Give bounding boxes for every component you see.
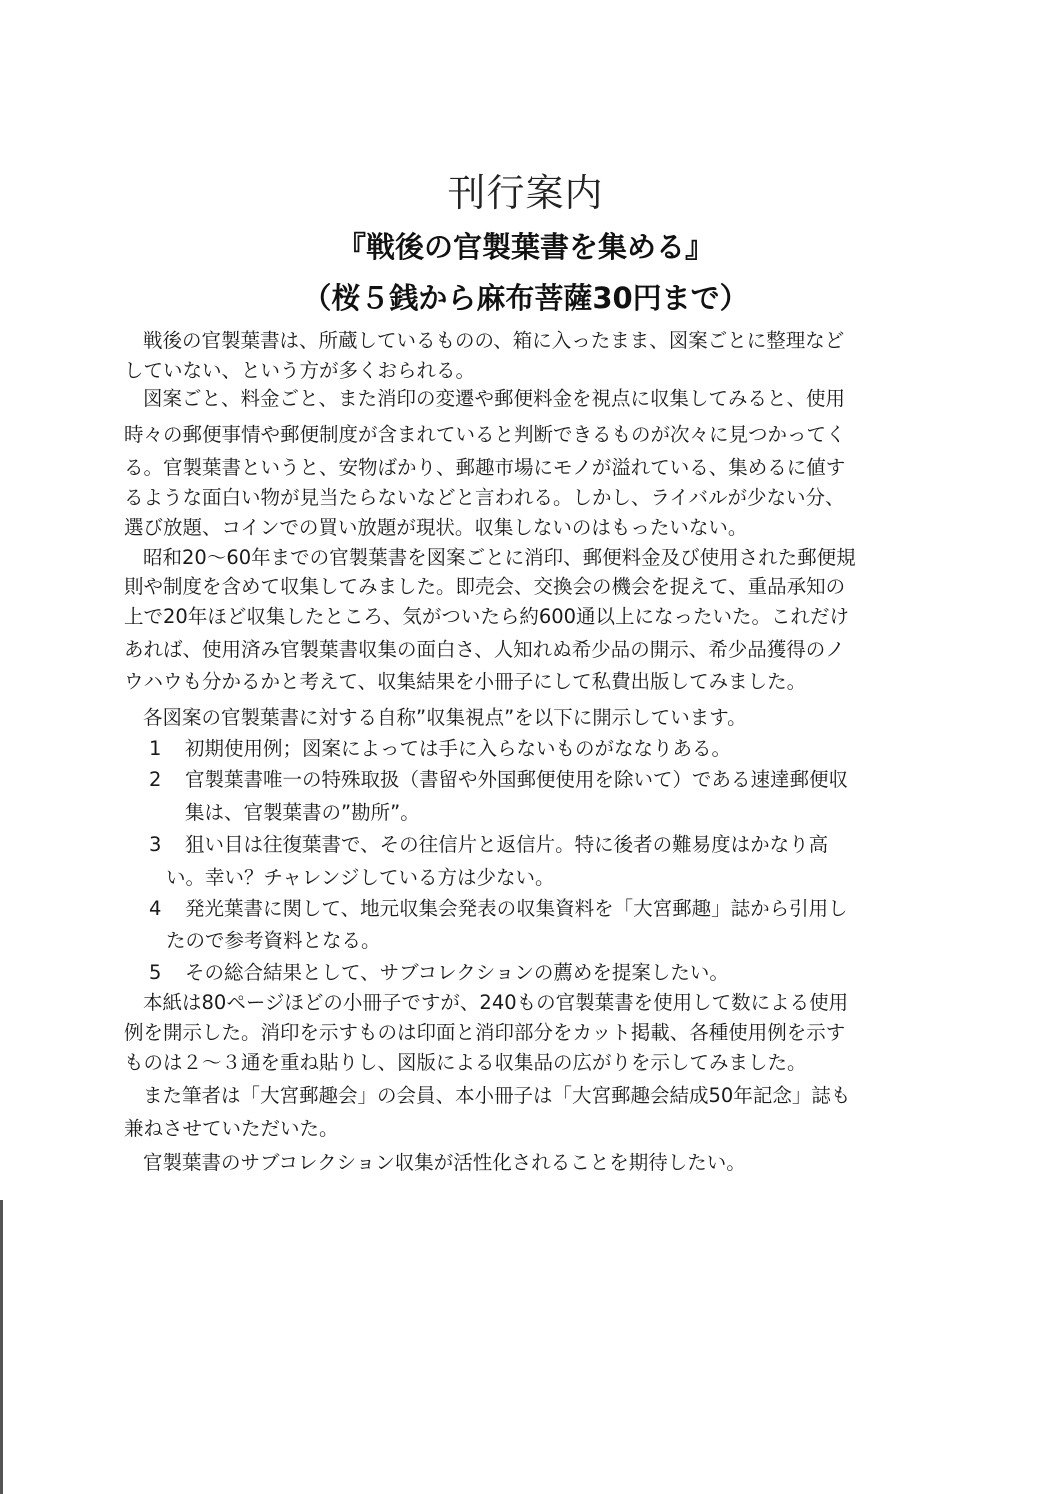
list-item-text: 発光葉書に関して、地元収集会発表の収集資料を「大宮郵趣」誌から引用し: [185, 897, 848, 920]
closing-line: 官製葉書のサブコレクション収集が活性化されることを期待したい。: [143, 1151, 746, 1174]
list-item-text: その総合結果として、サブコレクションの薦めを提案したい。: [185, 961, 729, 984]
body-line: 則や制度を含めて収集してみました。即売会、交換会の機会を捉えて、重品承知の: [124, 575, 846, 598]
list-item-continuation: 集は、官製葉書の”勘所”。: [185, 801, 420, 824]
body-line: 時々の郵便事情や郵便制度が含まれていると判断できるものが次々に見つかってく: [124, 423, 846, 446]
body-line: る。官製葉書というと、安物ばかり、郵趣市場にモノが溢れている、集めるに値す: [124, 456, 846, 479]
body-line: していない、という方が多くおられる。: [124, 359, 476, 382]
list-item-number: 1: [149, 737, 162, 760]
closing-line: 兼ねさせていただいた。: [124, 1117, 339, 1140]
book-subtitle: （桜５銭から麻布菩薩30円まで）: [302, 281, 749, 315]
list-item-text: 初期使用例；図案によっては手に入らないものがななりある。: [185, 737, 732, 760]
list-item-text: 狙い目は往復葉書で、その往信片と返信片。特に後者の難易度はかなり高: [185, 833, 829, 856]
list-item-continuation: たので参考資料となる。: [166, 929, 381, 952]
list-item-text: 官製葉書唯一の特殊取扱（書留や外国郵便使用を除いて）である速達郵便収: [185, 768, 849, 791]
closing-line: ものは２～３通を重ね貼りし、図版による収集品の広がりを示してみました。: [124, 1051, 807, 1074]
body-line: あれば、使用済み官製葉書収集の面白さ、人知れぬ希少品の開示、希少品獲得のノ: [124, 638, 845, 661]
list-item: [149, 768, 848, 792]
closing-line: 本紙は80ページほどの小冊子ですが、240もの官製葉書を使用して数による使用: [143, 991, 849, 1014]
list-item-number: 2: [149, 768, 162, 791]
list-item: [149, 737, 731, 761]
list-item-number: 5: [149, 961, 162, 984]
list-item: [149, 897, 848, 921]
list-item-number: 4: [149, 897, 162, 920]
body-line: 各図案の官製葉書に対する自称”収集視点”を以下に開示しています。: [143, 706, 747, 729]
body-line: 図案ごと、料金ごと、また消印の変遷や郵便料金を視点に収集してみると、使用: [143, 387, 846, 410]
list-item-number: 3: [149, 833, 162, 856]
scan-edge: [0, 1200, 3, 1494]
closing-line: また筆者は「大宮郵趣会」の会員、本小冊子は「大宮郵趣会結成50年記念」誌も: [143, 1084, 851, 1107]
closing-line: 例を開示した。消印を示すものは印面と消印部分をカット掲載、各種使用例を示す: [124, 1021, 846, 1044]
list-item-continuation: い。幸い？チャレンジしている方は少ない。: [166, 866, 555, 889]
body-line: 昭和20～60年までの官製葉書を図案ごとに消印、郵便料金及び使用された郵便規: [143, 546, 856, 569]
page-title: 刊行案内: [447, 171, 604, 215]
list-item: [149, 961, 729, 985]
book-title: 『戦後の官製葉書を集める』: [336, 230, 714, 264]
body-line: 戦後の官製葉書は、所蔵しているものの、箱に入ったまま、図案ごとに整理など: [143, 329, 845, 352]
body-line: ウハウも分かるかと考えて、収集結果を小冊子にして私費出版してみました。: [124, 670, 807, 693]
list-item: [149, 833, 828, 857]
body-line: 上で20年ほど収集したところ、気がついたら約600通以上になったいた。これだけ: [124, 605, 850, 628]
body-line: 選び放題、コインでの買い放題が現状。収集しないのはもったいない。: [124, 516, 748, 539]
body-line: るような面白い物が見当たらないなどと言われる。しかし、ライバルが少ない分、: [124, 486, 845, 509]
